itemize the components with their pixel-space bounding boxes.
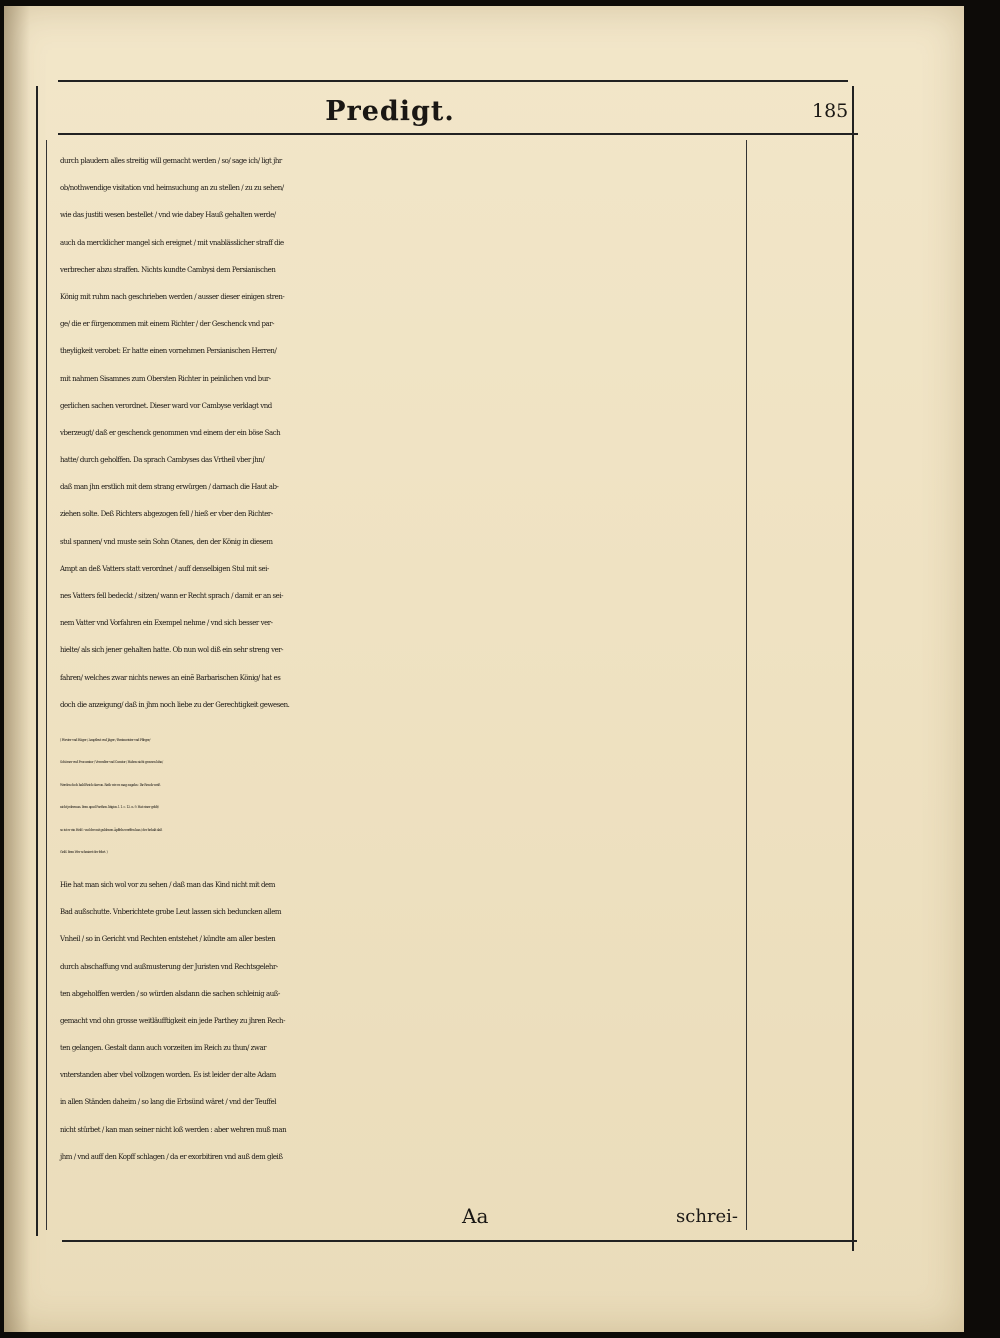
text-line: gemacht vnd ohn grosse weitläufftigkeit ein jede Parthey zu jhren Rech- [60,1016,286,1025]
text-line: ge/ die er fürgenommen mit einem Richter / der Geschenck vnd par- [60,320,275,329]
text-line: hielte/ als sich jener gehalten hatte. Ob nun wol diß ein sehr streng ver- [60,646,284,655]
text-line: ten gelangen. Gestalt dann auch vorzeiten im Reich zu thun/ zwar [60,1044,267,1053]
text-line: gerlichen sachen verordnet. Dieser ward vor Cambyse verklagt vnd [60,401,272,410]
text-line: hatte/ durch geholffen. Da sprach Cambyses das Vrtheil vber jhn/ [60,456,265,465]
text-line: wie das justiti wesen bestellet / vnd wie dabey Hauß gehalten werde/ [60,211,276,220]
text-line: Bad außschutte. Vnberichtete grobe Leut lassen sich beduncken allem [60,908,282,917]
spine-shadow [4,6,30,1332]
text-line: doch die anzeigung/ daß in jhm noch liebe zu der Gerechtigkeit gewesen. [60,700,290,709]
frame-rule-header [58,133,858,135]
paragraph-main-2 [60,872,740,1171]
text-line: Vnheil / so in Gericht vnd Rechten entstehet / kündte am aller besten [60,935,276,944]
text-line: ten abgeholffen werden / so würden alsdann die sachen schleinig auß- [60,989,280,998]
text-line: Werden doch bald Reich darvon. Rath wie es mag zugahn : Ihr Renck weiß [60,782,161,787]
text-line: König mit ruhm nach geschrieben werden / ausser dieser einigen stren- [60,292,285,301]
frame-rule-bottom [62,1240,857,1242]
text-line: nicht jederman. Item apud Parthen. litigios. l. 1. c. 12. n. 9. Hat einer geldt/ [60,805,159,810]
text-line: Hie hat man sich wol vor zu sehen / daß man das Kind nicht mit dem [60,880,275,889]
text-line: mit nahmen Sisamnes zum Obersten Richter in peinlichen vnd bur- [60,374,271,383]
text-line: daß man jhn erstlich mit dem strang erwürgen / darnach die Haut ab- [60,483,279,492]
paragraph-main-1 [60,148,740,719]
text-line: stul spannen/ vnd muste sein Sohn Otanes, den der König in diesem [60,537,273,546]
marginal-note-block [60,729,740,864]
text-line: theyligkeit verobet: Er hatte einen vornehmen Persianischen Herren/ [60,347,277,356]
text-line: nicht stürbet / kan man seiner nicht loß werden : aber wehren muß man [60,1125,287,1134]
column-rule-left [46,140,47,1230]
text-line: vberzeugt/ daß er geschenck genommen vnd einem der ein böse Sach [60,428,281,437]
text-line: verbrecher abzu straffen. Nichts kundte Cambysi dem Persianischen [60,265,276,274]
text-line: durch plaudern alles streitig will gemacht werden / so/ sage ich/ ligt jhr [60,157,282,165]
frame-rule-top [58,80,848,82]
text-line: Geld. Item Wer schmiert der fehrt. ) [60,850,108,855]
text-line: ( Förster vnd Häger / Amptleut vnd Jäger / Rentmeister vnd Pfleger/ [60,737,151,742]
text-line: ob/nothwendige visitation vnd heimsuchung an zu stellen / zu zu sehen/ [60,184,284,193]
frame-rule-left [36,86,38,1236]
signature-mark: Aa [462,1204,489,1228]
page-number: 185 [812,100,849,122]
frame-rule-right [852,86,854,1251]
text-line: Schösser vnd Procurator / Verwalter vnd Curator / Haben nicht grossen lohn/ [60,760,163,765]
text-line: so ist er ein Held : vnd der mit guldenen Äpffeln werffen kan / der behalt daß [60,827,162,832]
text-line: nem Vatter vnd Vorfahren ein Exempel nehme / vnd sich besser ver- [60,619,273,628]
text-line: durch abschaffung vnd außmusterung der Juristen vnd Rechtsgelehr- [60,962,278,971]
text-line: vnterstanden aber vbel vollzogen worden. Es ist leider der alte Adam [60,1071,276,1080]
text-line: in allen Ständen daheim / so lang die Erbsünd wäret / vnd der Teuffel [60,1098,277,1107]
catchword: schrei- [676,1206,739,1227]
column-rule-right [746,140,747,1230]
text-line: Ampt an deß Vatters statt verordnet / auff denselbigen Stul mit sei- [60,564,269,573]
running-header: Predigt. [325,96,455,127]
text-line: auch da mercklicher mangel sich ereignet / mit vnablässlicher straff die [60,238,284,247]
text-line: ziehen solte. Deß Richters abgezogen fell / hieß er vber den Richter- [60,510,273,519]
text-line: nes Vatters fell bedeckt / sitzen/ wann er Recht sprach / damit er an sei- [60,592,284,600]
text-body [60,148,740,1171]
text-line: jhm / vnd auff den Kopff schlagen / da er exorbitiren vnd auß dem gleiß [60,1152,283,1161]
text-line: fahren/ welches zwar nichts newes an einẽ Barbarischen König/ hat es [60,673,281,682]
